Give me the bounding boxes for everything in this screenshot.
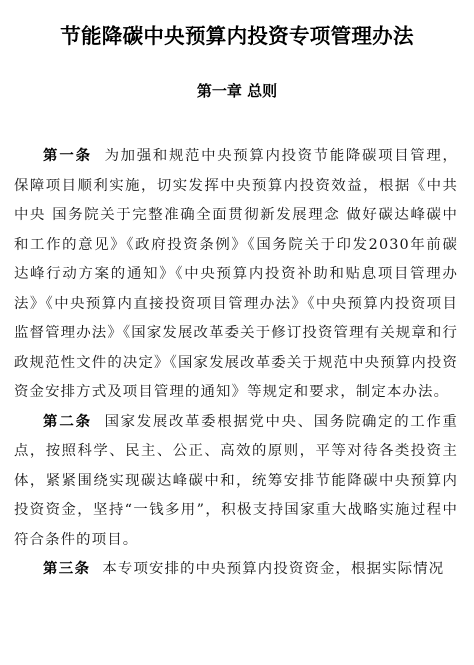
article-number-2: 第二条 [43,413,93,430]
article-text-3: 本专项安排的中央预算内投资资金，根据实际情况 [102,561,445,577]
article-number-1: 第一条 [43,148,93,164]
article-number-3: 第三条 [43,561,91,577]
article-paragraph-1 [14,142,458,408]
article-paragraph-2 [14,408,458,556]
document-title: 节能降碳中央预算内投资专项管理办法 [60,24,414,48]
article-text-2: 国家发展改革委根据党中央、国务院确定的工作重点，按照科学、民主、公正、高效的原则，平等对待各类投资主体，紧紧围绕实现碳达峰碳中和，统筹安排节能降碳中央预算内投资资金，坚持“一钱多用”，积极支持国家重大战略实施过程中符合条件的项目。 [14,413,458,548]
document-body [14,142,458,585]
article-paragraph-3 [14,555,458,585]
article-text-1: 为加强和规范中央预算内投资节能降碳项目管理，保障项目顺利实施，切实发挥中央预算内投资效益，根据《中共中央 国务院关于完整准确全面贯彻新发展理念 做好碳达峰碳中和工作的意见》《政府投资条例》《国务院关于印发2030年前碳达峰行动方案的通知》《中央预算内投资补助和贴息项目管理办法》《中央预算内直接投资项目管理办法》《中央预算内投资项目监督管理办法》《国家发展改革委关于修订投资管理有关规章和行政规范性文件的决定》《国家发展改革委关于规范中央预算内投资资金安排方式及项目管理的通知》等规定和要求，制定本办法。 [14,148,458,400]
chapter-heading: 第一章 总则 [196,82,278,100]
